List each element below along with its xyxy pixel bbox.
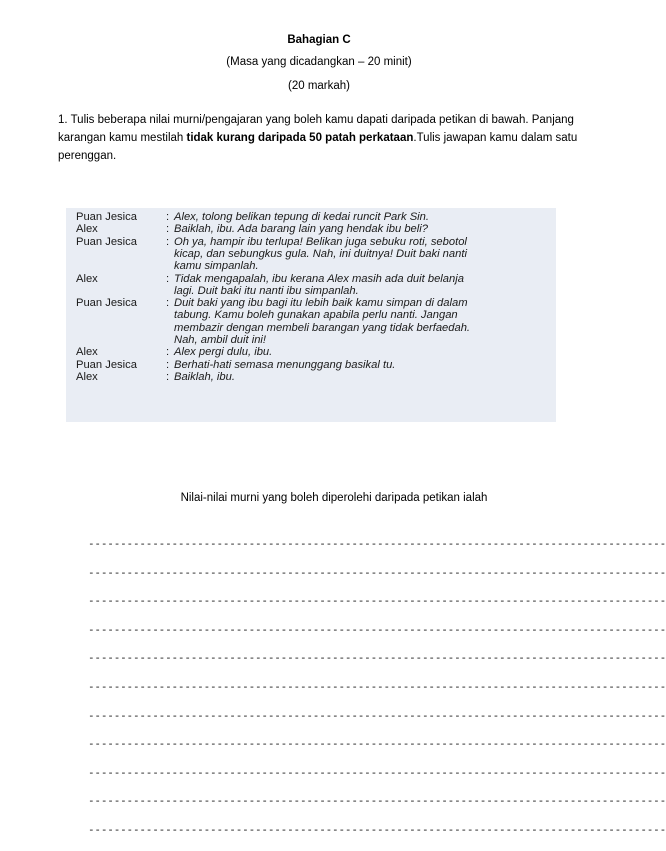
dialogue-colon: : [166, 346, 170, 359]
dialogue-colon: : [166, 297, 170, 310]
dialogue-colon: : [166, 370, 170, 383]
dialogue-line: Duit baki yang ibu bagi itu lebih baik kamu simpan di dalam [174, 297, 468, 310]
question-text [58, 111, 588, 165]
dialogue-line: Baiklah, ibu. [174, 370, 235, 383]
question-part2: .Tulis jawapan kamu dalam satu perenggan. [58, 132, 578, 162]
dialogue-colon: : [166, 272, 170, 285]
dialogue-speaker: Puan Jesica [76, 358, 137, 371]
dialogue-line: Alex, tolong belikan tepung di kedai runcit Park Sin. [174, 211, 429, 223]
dialogue-passage [66, 208, 556, 422]
answer-line[interactable]: ------------------------------------------------------------------------------------------ [88, 594, 666, 608]
dialogue-speaker: Puan Jesica [76, 297, 137, 310]
answer-line[interactable]: ------------------------------------------------------------------------------------------ [88, 794, 666, 808]
time-allowance: (Masa yang dicadangkan – 20 minit) [226, 56, 412, 68]
dialogue-speaker: Alex [76, 370, 98, 383]
answer-line[interactable]: ------------------------------------------------------------------------------------------ [88, 651, 666, 665]
dialogue-line: Oh ya, hampir ibu terlupa! Belikan juga sebuku roti, sebotol [174, 235, 467, 248]
dialogue-speaker: Alex [76, 272, 98, 285]
dialogue-speaker: Alex [76, 346, 98, 359]
dialogue-colon: : [166, 211, 170, 223]
section-title: Bahagian C [287, 34, 351, 46]
answer-line[interactable]: ------------------------------------------------------------------------------------------ [88, 737, 666, 751]
dialogue-line: kicap, dan sebungkus gula. Nah, ini duitnya! Duit baki nanti [174, 247, 467, 260]
answer-prompt: Nilai-nilai murni yang boleh diperolehi daripada petikan ialah [180, 492, 488, 504]
dialogue-line: membazir dengan membeli barangan yang tidak berfaedah. [174, 321, 471, 334]
dialogue-line: Tidak mengapalah, ibu kerana Alex masih ada duit belanja [174, 272, 464, 285]
dialogue-line: kamu simpanlah. [174, 260, 259, 273]
dialogue-speaker: Puan Jesica [76, 235, 137, 248]
answer-line[interactable]: ------------------------------------------------------------------------------------------ [88, 680, 666, 693]
dialogue-colon: : [166, 223, 170, 236]
answer-line[interactable]: ------------------------------------------------------------------------------------------ [88, 565, 666, 579]
question-part1: 1. Tulis beberapa nilai murni/pengajaran yang boleh kamu dapati daripada petikan di bawah. Panjang karangan kamu mestilah [58, 114, 574, 144]
dialogue-line: lagi. Duit baki itu nanti ibu simpanlah. [174, 284, 359, 297]
answer-line[interactable]: ------------------------------------------------------------------------------------------ [88, 823, 666, 836]
dialogue-line: Alex pergi dulu, ibu. [174, 346, 273, 359]
answer-line[interactable]: ------------------------------------------------------------------------------------------ [88, 765, 666, 779]
dialogue-colon: : [166, 358, 170, 371]
dialogue-line: Nah, ambil duit ini! [174, 334, 267, 346]
answer-line[interactable]: ------------------------------------------------------------------------------------------ [88, 537, 666, 550]
dialogue-line: Baiklah, ibu. Ada barang lain yang hendak ibu beli? [174, 223, 428, 236]
dialogue-speaker: Puan Jesica [76, 211, 137, 223]
dialogue-colon: : [166, 235, 170, 248]
answer-line[interactable]: ------------------------------------------------------------------------------------------ [88, 622, 666, 636]
answer-line[interactable]: ------------------------------------------------------------------------------------------ [88, 708, 666, 722]
dialogue-line: Berhati-hati semasa menunggang basikal tu. [174, 358, 396, 371]
question-word-limit: tidak kurang daripada 50 patah perkataan [186, 132, 414, 144]
dialogue-speaker: Alex [76, 223, 98, 236]
marks-allocation: (20 markah) [288, 80, 350, 92]
dialogue-line: tabung. Kamu boleh gunakan apabila perlu nanti. Jangan [174, 309, 458, 322]
